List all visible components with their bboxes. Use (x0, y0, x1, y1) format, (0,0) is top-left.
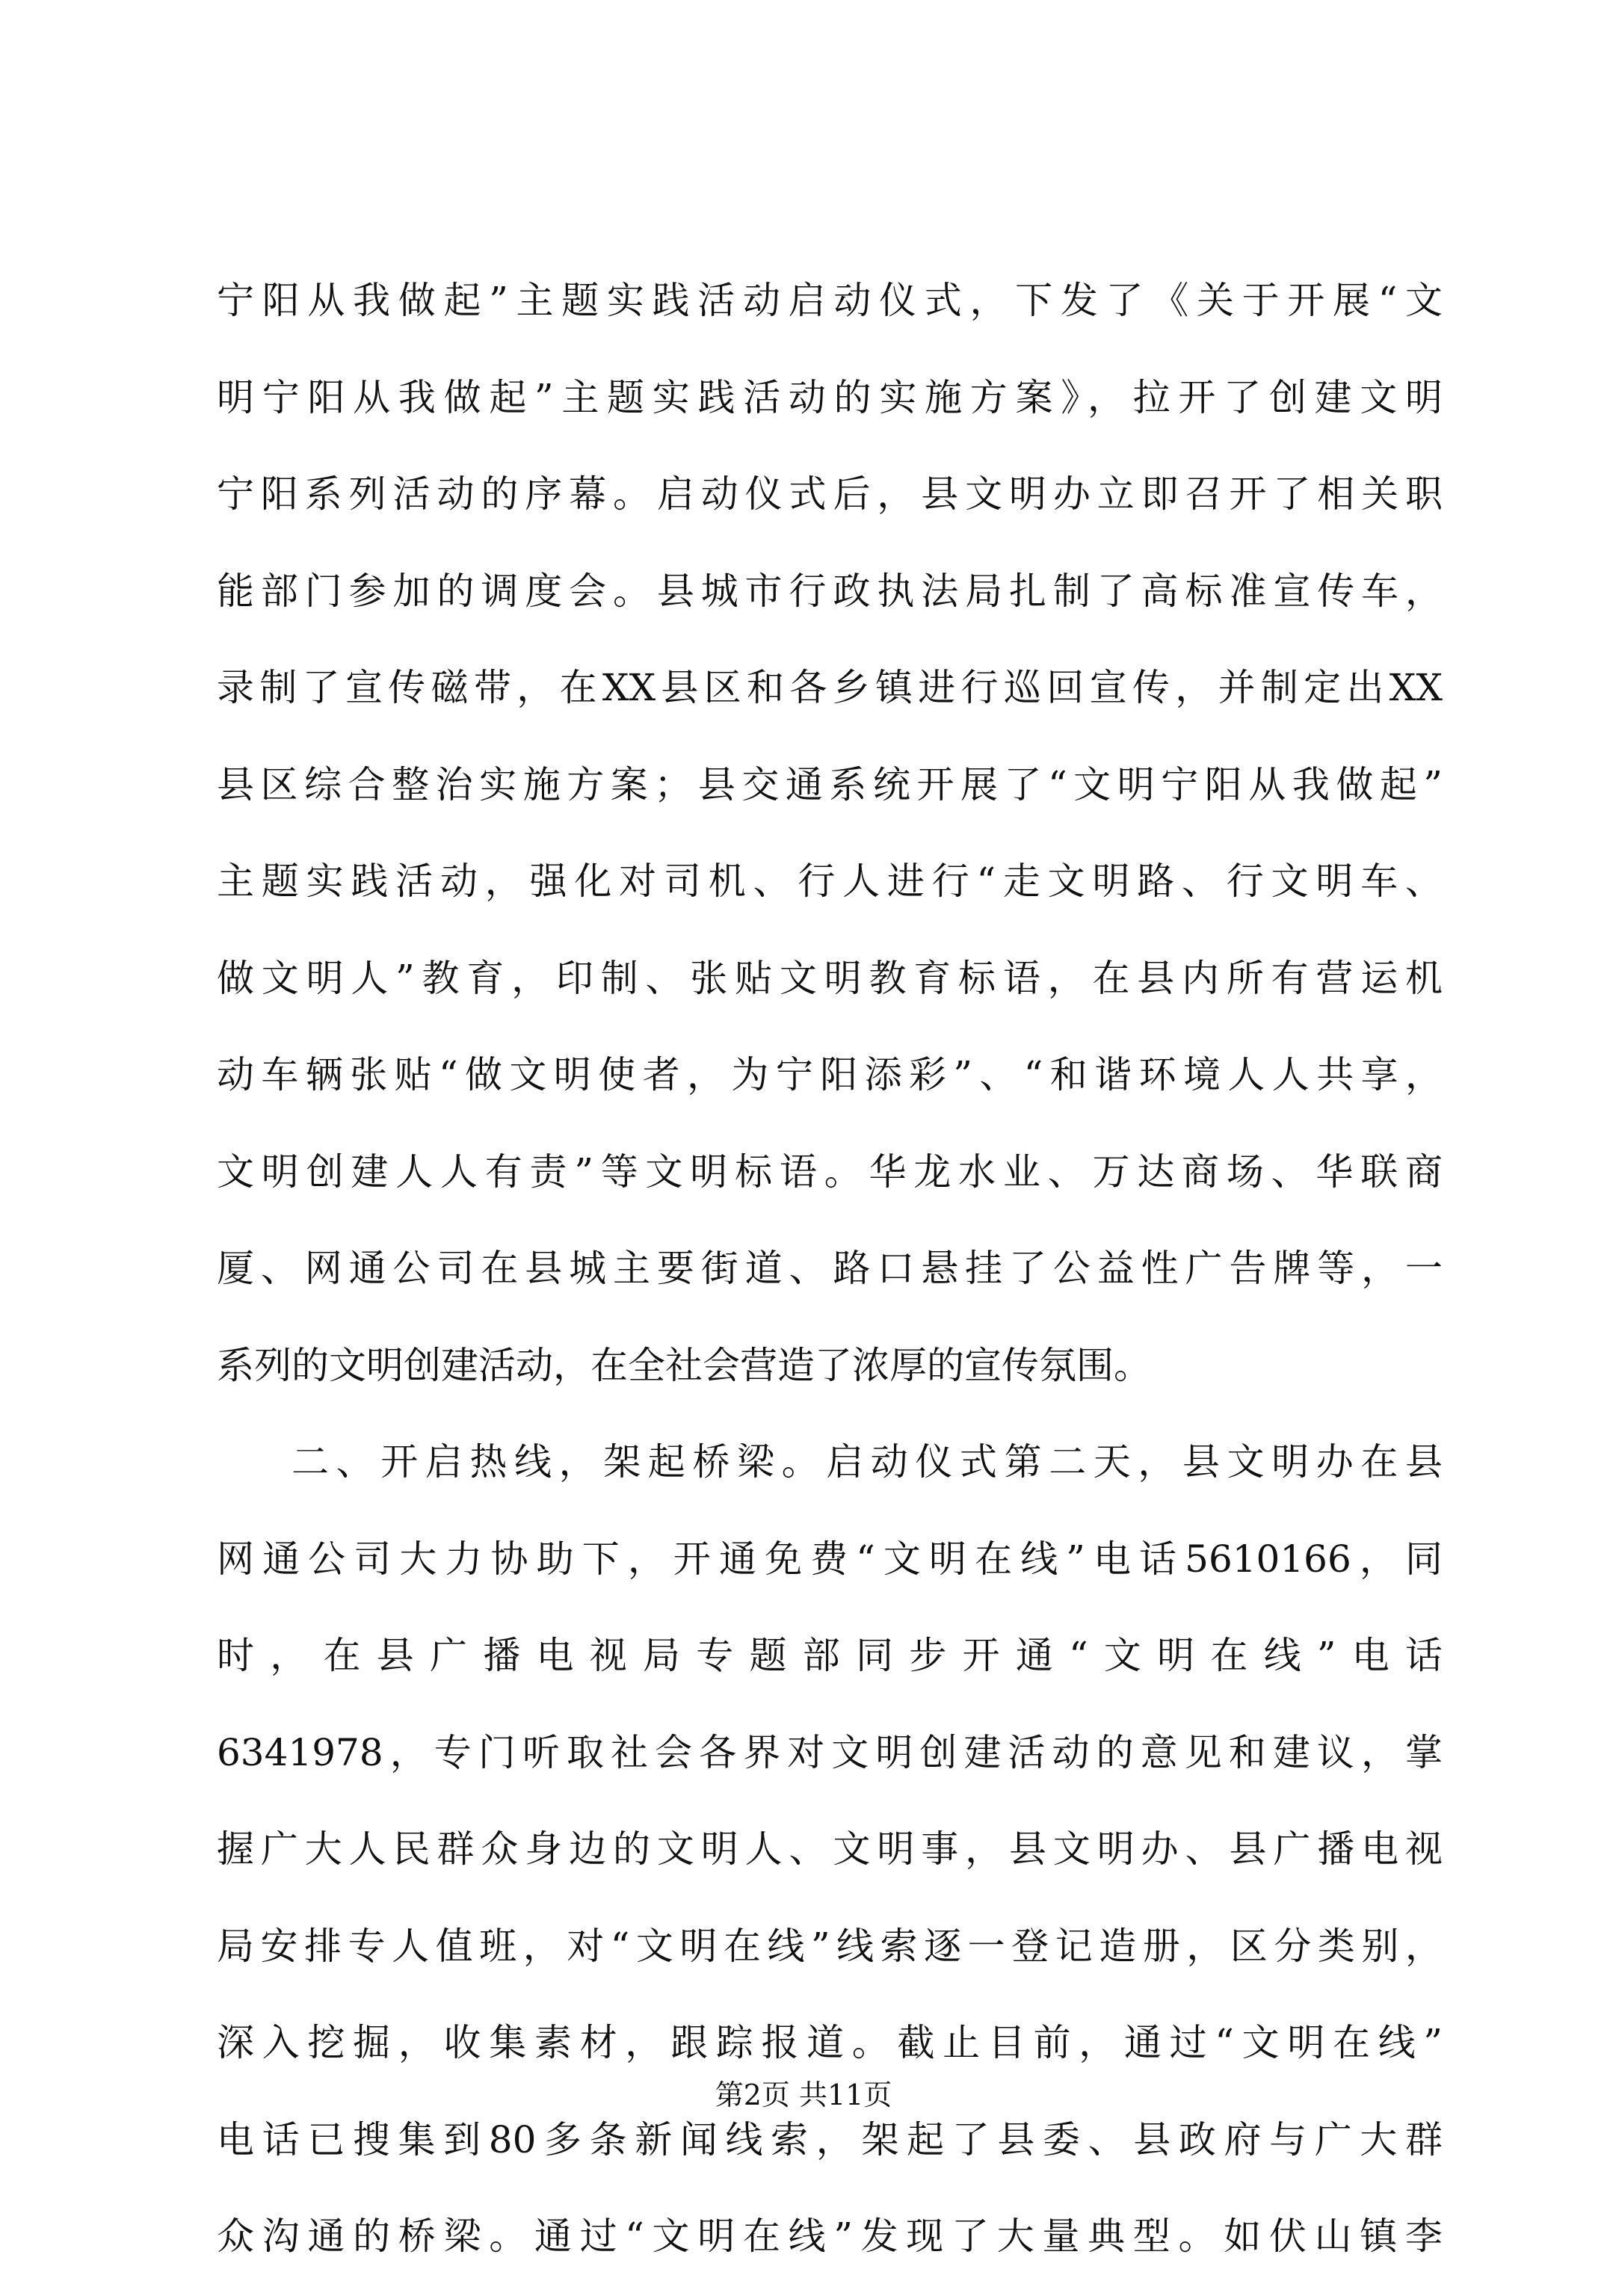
text-line: 时，在县广播电视局专题部同步开通“文明在线”电话 (217, 1634, 1443, 1677)
text-line: 电话已搜集到80多条新闻线索，架起了县委、县政府与广大群 (217, 2117, 1443, 2161)
text-line: 局安排专人值班，对“文明在线”线索逐一登记造册，区分类别， (217, 1924, 1443, 1968)
text-line: 主题实践活动，强化对司机、行人进行“走文明路、行文明车、 (217, 860, 1443, 903)
text-line: 网通公司大力协助下，开通免费“文明在线”电话5610166，同 (217, 1537, 1443, 1581)
document-body (217, 263, 1443, 2296)
text-line: 系列的文明创建活动，在全社会营造了浓厚的宣传氛围。 (217, 1343, 1151, 1387)
text-line: 县区综合整治实施方案；县交通系统开展了“文明宁阳从我做起” (217, 762, 1443, 806)
page-number-footer: 第2页 共11页 (715, 2079, 892, 2111)
text-line: 做文明人”教育，印制、张贴文明教育标语，在县内所有营运机 (217, 956, 1443, 1000)
text-line: 文明创建人人有责”等文明标语。华龙水业、万达商场、华联商 (217, 1149, 1443, 1194)
text-line: 宁阳系列活动的序幕。启动仪式后，县文明办立即召开了相关职 (217, 472, 1443, 516)
text-line: 录制了宣传磁带，在XX县区和各乡镇进行巡回宣传，并制定出XX (217, 666, 1443, 709)
text-line: 明宁阳从我做起”主题实践活动的实施方案》，拉开了创建文明 (217, 375, 1443, 419)
text-line: 众沟通的桥梁。通过“文明在线”发现了大量典型。如伏山镇李 (217, 2215, 1443, 2258)
text-line: 能部门参加的调度会。县城市行政执法局扎制了高标准宣传车， (217, 569, 1443, 613)
text-line: 厦、网通公司在县城主要街道、路口悬挂了公益性广告牌等，一 (217, 1247, 1443, 1290)
text-line: 6341978，专门听取社会各界对文明创建活动的意见和建议，掌 (217, 1730, 1443, 1774)
text-line: 握广大人民群众身边的文明人、文明事，县文明办、县广播电视 (217, 1827, 1443, 1871)
text-line: 动车辆张贴“做文明使者，为宁阳添彩”、“和谐环境人人共享， (217, 1053, 1443, 1096)
text-line: 宁阳从我做起”主题实践活动启动仪式，下发了《关于开展“文 (217, 279, 1443, 322)
paragraph-first-line: 二、开启热线，架起桥梁。启动仪式第二天，县文明办在县 (292, 1440, 1443, 1484)
text-line: 深入挖掘，收集素材，跟踪报道。截止目前，通过“文明在线” (217, 2021, 1443, 2064)
